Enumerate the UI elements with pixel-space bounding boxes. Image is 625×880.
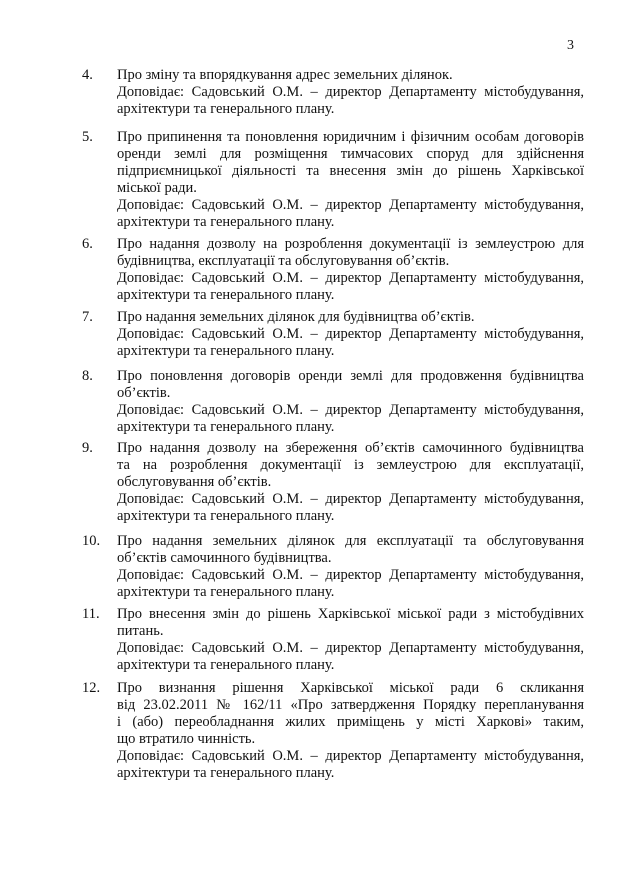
item-number: 12.	[82, 680, 101, 696]
item-title-line: об’єктів.	[117, 385, 171, 401]
item-title-line: Про надання дозволу на розроблення документації із землеустрою для	[117, 236, 584, 252]
item-number: 7.	[82, 309, 93, 325]
item-body	[117, 129, 584, 231]
item-title-line: оренди землі для розміщення тимчасових споруд для здійснення	[117, 146, 584, 162]
item-speaker-line: Доповідає: Садовський О.М. – директор Департаменту містобудування,	[117, 270, 584, 286]
item-title-line: будівництва, експлуатації та обслуговування об’єктів.	[117, 253, 450, 269]
item-speaker-line: Доповідає: Садовський О.М. – директор Департаменту містобудування,	[117, 567, 584, 583]
item-speaker-line: архітектури та генерального плану.	[117, 765, 335, 781]
item-body	[117, 680, 584, 782]
item-title-line: Про надання земельних ділянок для будівництва об’єктів.	[117, 309, 475, 325]
item-speaker-line: архітектури та генерального плану.	[117, 287, 335, 303]
item-speaker-line: Доповідає: Садовський О.М. – директор Департаменту містобудування,	[117, 197, 584, 213]
item-body	[117, 236, 584, 304]
page-number: 3	[567, 38, 574, 53]
item-title-line: Про поновлення договорів оренди землі для продовження будівництва	[117, 368, 584, 384]
item-speaker-line: Доповідає: Садовський О.М. – директор Департаменту містобудування,	[117, 84, 584, 100]
item-speaker-line: Доповідає: Садовський О.М. – директор Департаменту містобудування,	[117, 402, 584, 418]
item-speaker-line: Доповідає: Садовський О.М. – директор Департаменту містобудування,	[117, 640, 584, 656]
item-number: 6.	[82, 236, 93, 252]
item-body	[117, 368, 584, 436]
item-title-line: Про надання дозволу на збереження об’єктів самочинного будівництва	[117, 440, 584, 456]
item-speaker-line: архітектури та генерального плану.	[117, 214, 335, 230]
item-title-line: підприємницької діяльності та внесення змін до рішень Харківської	[117, 163, 584, 179]
item-title-line: і (або) переобладнання жилих приміщень у місті Харкові» таким,	[117, 714, 584, 730]
item-title-line: що втратило чинність.	[117, 731, 256, 747]
item-speaker-line: Доповідає: Садовський О.М. – директор Департаменту містобудування,	[117, 491, 584, 507]
item-title-line: Про внесення змін до рішень Харківської міської ради з містобудівних	[117, 606, 584, 622]
item-number: 4.	[82, 67, 93, 83]
item-title-line: Про визнання рішення Харківської міської ради 6 скликання	[117, 680, 584, 696]
item-number: 5.	[82, 129, 93, 145]
item-title-line: та на розроблення документації із землеустрою для експлуатації,	[117, 457, 584, 473]
item-title-line: міської ради.	[117, 180, 197, 196]
item-number: 9.	[82, 440, 93, 456]
item-speaker-line: архітектури та генерального плану.	[117, 101, 335, 117]
item-speaker-line: архітектури та генерального плану.	[117, 508, 335, 524]
item-title-line: питань.	[117, 623, 164, 639]
item-body	[117, 440, 584, 525]
item-body	[117, 533, 584, 601]
item-title-line: Про надання земельних ділянок для експлуатації та обслуговування	[117, 533, 584, 549]
item-number: 10.	[82, 533, 101, 549]
item-title-line: об’єктів самочинного будівництва.	[117, 550, 332, 566]
item-speaker-line: архітектури та генерального плану.	[117, 419, 335, 435]
item-speaker-line: архітектури та генерального плану.	[117, 584, 335, 600]
item-speaker-line: Доповідає: Садовський О.М. – директор Департаменту містобудування,	[117, 326, 584, 342]
item-speaker-line: Доповідає: Садовський О.М. – директор Департаменту містобудування,	[117, 748, 584, 764]
item-body	[117, 606, 584, 674]
item-number: 8.	[82, 368, 93, 384]
item-title-line: обслуговування об’єктів.	[117, 474, 272, 490]
item-body	[117, 67, 584, 118]
item-speaker-line: архітектури та генерального плану.	[117, 343, 335, 359]
item-speaker-line: архітектури та генерального плану.	[117, 657, 335, 673]
item-body	[117, 309, 584, 360]
item-title-line: від 23.02.2011 № 162/11 «Про затвердження Порядку перепланування	[117, 697, 584, 713]
item-number: 11.	[82, 606, 100, 622]
item-title-line: Про припинення та поновлення юридичним і фізичним особам договорів	[117, 129, 584, 145]
item-title-line: Про зміну та впорядкування адрес земельних ділянок.	[117, 67, 453, 83]
